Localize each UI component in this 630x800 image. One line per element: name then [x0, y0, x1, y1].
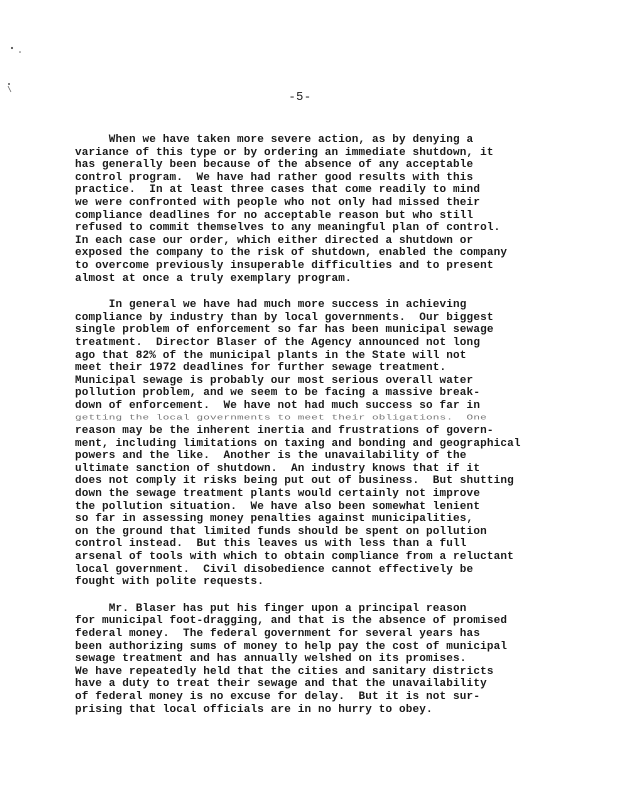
text-line: down the sewage treatment plants would certainly not improve: [75, 488, 481, 501]
text-line: pollution problem, and we seem to be facing a massive break-: [75, 387, 481, 400]
paragraph-municipal-enforcement: [75, 299, 621, 589]
paragraph-federal-money: [75, 603, 621, 716]
text-line: arsenal of tools with which to obtain compliance from a reluctant: [75, 551, 514, 563]
text-line: the pollution situation. We have also been somewhat lenient: [75, 500, 481, 513]
text-line: powers and the like. Another is the unavailability of the: [75, 450, 467, 463]
text-line: variance of this type or by ordering an immediate shutdown, it: [75, 146, 494, 159]
text-line: for municipal foot-dragging, and that is the absence of promised: [75, 615, 508, 628]
scan-speck: [19, 51, 21, 53]
text-line: we were confronted with people who not only had missed their: [75, 196, 481, 209]
text-line: ago that 82% of the municipal plants in the State will not: [75, 349, 467, 362]
text-line: Municipal sewage is probably our most serious overall water: [75, 374, 474, 387]
text-line: getting the local governments to meet their obligations. One: [75, 414, 487, 423]
paragraph-compliance-actions: [75, 134, 621, 285]
text-line: so far in assessing money penalties against municipalities,: [75, 513, 474, 526]
text-line: has generally been because of the absence of any acceptable: [75, 159, 474, 172]
body-text: [75, 134, 621, 716]
text-line: ultimate sanction of shutdown. An industry knows that if it: [75, 462, 481, 475]
text-line: single problem of enforcement so far has been municipal sewage: [75, 324, 494, 337]
text-line: almost at once a truly exemplary program.: [75, 272, 352, 285]
text-line: fought with polite requests.: [75, 576, 265, 589]
text-line: down of enforcement. We have not had much success so far in: [75, 399, 481, 412]
text-line: prising that local officials are in no hurry to obey.: [75, 703, 433, 716]
text-line: federal money. The federal government for several years has: [75, 627, 481, 640]
text-line: control instead. But this leaves us with less than a full: [75, 538, 467, 551]
text-line: In general we have had much more success in achieving: [75, 299, 467, 312]
text-line: reason may be the inherent inertia and frustrations of govern-: [75, 425, 494, 438]
page-number: -5-: [288, 90, 312, 104]
text-line: When we have taken more severe action, as by denying a: [75, 134, 474, 146]
text-line: Mr. Blaser has put his finger upon a principal reason: [75, 602, 467, 615]
scan-speck: [8, 83, 10, 85]
text-line: In each case our order, which either directed a shutdown or: [75, 234, 474, 247]
text-line: on the ground that limited funds should be spent on pollution: [75, 525, 487, 538]
text-line: local government. Civil disobedience cannot effectively be: [75, 563, 474, 576]
scan-speck: [11, 47, 13, 49]
text-line: compliance by industry than by local governments. Our biggest: [75, 311, 494, 324]
text-line: have a duty to treat their sewage and that the unavailability: [75, 678, 487, 691]
text-line: sewage treatment and has annually welshed on its promises.: [75, 653, 467, 666]
scan-specks: [0, 0, 40, 100]
text-line: control program. We have had rather good results with this: [75, 171, 474, 184]
text-line: meet their 1972 deadlines for further sewage treatment.: [75, 362, 447, 375]
text-line: to overcome previously insuperable difficulties and to present: [75, 259, 494, 272]
text-line: ment, including limitations on taxing and bonding and geographical: [75, 437, 521, 450]
text-line: of federal money is no excuse for delay. But it is not sur-: [75, 690, 481, 703]
text-line: exposed the company to the risk of shutdown, enabled the company: [75, 247, 508, 260]
text-line: practice. In at least three cases that come readily to mind: [75, 184, 481, 197]
text-line: refused to commit themselves to any meaningful plan of control.: [75, 222, 501, 235]
text-line: does not comply it risks being put out of business. But shutting: [75, 475, 514, 488]
text-line: We have repeatedly held that the cities and sanitary districts: [75, 665, 494, 678]
text-line: compliance deadlines for no acceptable reason but who still: [75, 209, 474, 222]
text-line: treatment. Director Blaser of the Agency announced not long: [75, 336, 481, 349]
text-line: been authorizing sums of money to help pay the cost of municipal: [75, 640, 508, 653]
